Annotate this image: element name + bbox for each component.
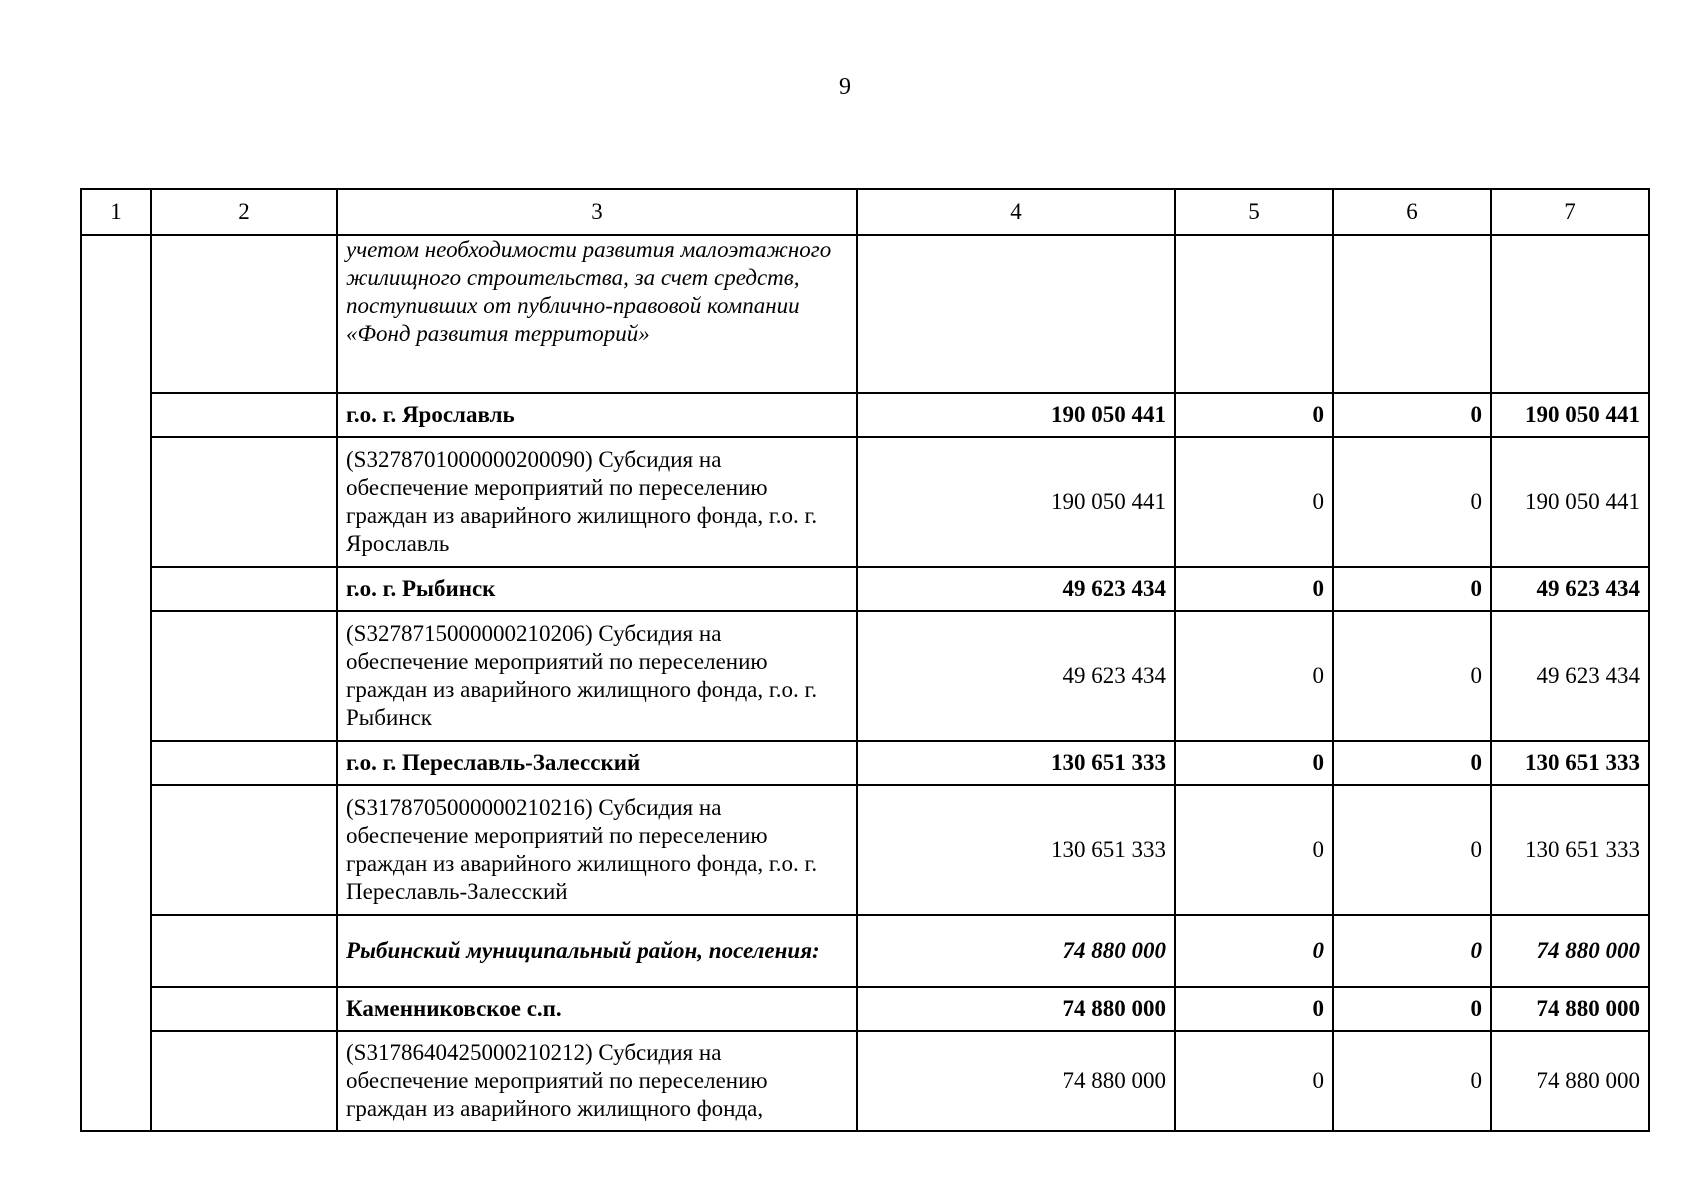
- col-2-cell: [151, 1031, 337, 1131]
- row-text: г.о. г. Переславль-Залесский: [337, 741, 857, 785]
- value-col-5: 0: [1175, 611, 1333, 741]
- value-col-6: 0: [1333, 393, 1491, 437]
- col-2-cell: [151, 741, 337, 785]
- value-col-5: 0: [1175, 1031, 1333, 1131]
- header-col-1: 1: [81, 189, 151, 235]
- col-2-cell: [151, 437, 337, 567]
- value-col-5: 0: [1175, 987, 1333, 1031]
- value-col-4: 190 050 441: [857, 437, 1175, 567]
- value-col-6: 0: [1333, 611, 1491, 741]
- value-col-5: 0: [1175, 915, 1333, 987]
- value-col-5: 0: [1175, 785, 1333, 915]
- value-col-6: 0: [1333, 987, 1491, 1031]
- budget-table: [80, 188, 1650, 1132]
- value-col-4: 74 880 000: [857, 915, 1175, 987]
- value-col-6: 0: [1333, 741, 1491, 785]
- value-col-6: 0: [1333, 437, 1491, 567]
- value-col-7: 190 050 441: [1491, 437, 1649, 567]
- value-col-4: 49 623 434: [857, 567, 1175, 611]
- row-text: Каменниковское с.п.: [337, 987, 857, 1031]
- col-2-cell: [151, 785, 337, 915]
- value-col-5: [1175, 235, 1333, 393]
- value-col-7: 130 651 333: [1491, 741, 1649, 785]
- table-row: [81, 437, 1649, 567]
- value-col-7: 49 623 434: [1491, 567, 1649, 611]
- value-col-4: 74 880 000: [857, 1031, 1175, 1131]
- header-col-6: 6: [1333, 189, 1491, 235]
- row-text: г.о. г. Рыбинск: [337, 567, 857, 611]
- value-col-4: [857, 235, 1175, 393]
- value-col-6: 0: [1333, 915, 1491, 987]
- row-text: учетом необходимости развития малоэтажного жилищного строительства, за счет средств, поступивших от публично-правовой компании «Фонд развития территорий»: [337, 235, 857, 393]
- value-col-5: 0: [1175, 437, 1333, 567]
- value-col-4: 130 651 333: [857, 741, 1175, 785]
- table-row: [81, 611, 1649, 741]
- value-col-7: 74 880 000: [1491, 915, 1649, 987]
- table-row: [81, 785, 1649, 915]
- table-row: [81, 393, 1649, 437]
- value-col-7: 190 050 441: [1491, 393, 1649, 437]
- col-2-cell: [151, 393, 337, 437]
- value-col-4: 130 651 333: [857, 785, 1175, 915]
- col-1-cell: [81, 235, 151, 1131]
- value-col-7: 130 651 333: [1491, 785, 1649, 915]
- value-col-4: 49 623 434: [857, 611, 1175, 741]
- value-col-4: 190 050 441: [857, 393, 1175, 437]
- value-col-7: 74 880 000: [1491, 987, 1649, 1031]
- col-2-cell: [151, 915, 337, 987]
- header-col-7: 7: [1491, 189, 1649, 235]
- row-text: (S3178640425000210212) Субсидия на обеспечение мероприятий по переселению граждан из аварийного жилищного фонда,: [337, 1031, 857, 1131]
- col-2-cell: [151, 567, 337, 611]
- value-col-7: [1491, 235, 1649, 393]
- value-col-6: 0: [1333, 567, 1491, 611]
- header-col-4: 4: [857, 189, 1175, 235]
- table-row: [81, 915, 1649, 987]
- value-col-7: 49 623 434: [1491, 611, 1649, 741]
- value-col-4: 74 880 000: [857, 987, 1175, 1031]
- value-col-5: 0: [1175, 567, 1333, 611]
- col-2-cell: [151, 987, 337, 1031]
- value-col-7: 74 880 000: [1491, 1031, 1649, 1131]
- table-row: [81, 741, 1649, 785]
- table-row: [81, 235, 1649, 393]
- row-text: (S3278701000000200090) Субсидия на обеспечение мероприятий по переселению граждан из аварийного жилищного фонда, г.о. г. Ярославль: [337, 437, 857, 567]
- header-col-3: 3: [337, 189, 857, 235]
- col-2-cell: [151, 235, 337, 393]
- table-row: [81, 567, 1649, 611]
- page-number: 9: [839, 74, 851, 100]
- row-text: Рыбинский муниципальный район, поселения:: [337, 915, 857, 987]
- header-col-5: 5: [1175, 189, 1333, 235]
- value-col-5: 0: [1175, 741, 1333, 785]
- value-col-5: 0: [1175, 393, 1333, 437]
- table-row: [81, 987, 1649, 1031]
- table-row: [81, 1031, 1649, 1131]
- header-row: [81, 189, 1649, 235]
- col-2-cell: [151, 611, 337, 741]
- row-text: (S3278715000000210206) Субсидия на обеспечение мероприятий по переселению граждан из аварийного жилищного фонда, г.о. г. Рыбинск: [337, 611, 857, 741]
- header-col-2: 2: [151, 189, 337, 235]
- row-text: (S3178705000000210216) Субсидия на обеспечение мероприятий по переселению граждан из аварийного жилищного фонда, г.о. г. Переславль-Залесский: [337, 785, 857, 915]
- value-col-6: 0: [1333, 785, 1491, 915]
- value-col-6: [1333, 235, 1491, 393]
- value-col-6: 0: [1333, 1031, 1491, 1131]
- row-text: г.о. г. Ярославль: [337, 393, 857, 437]
